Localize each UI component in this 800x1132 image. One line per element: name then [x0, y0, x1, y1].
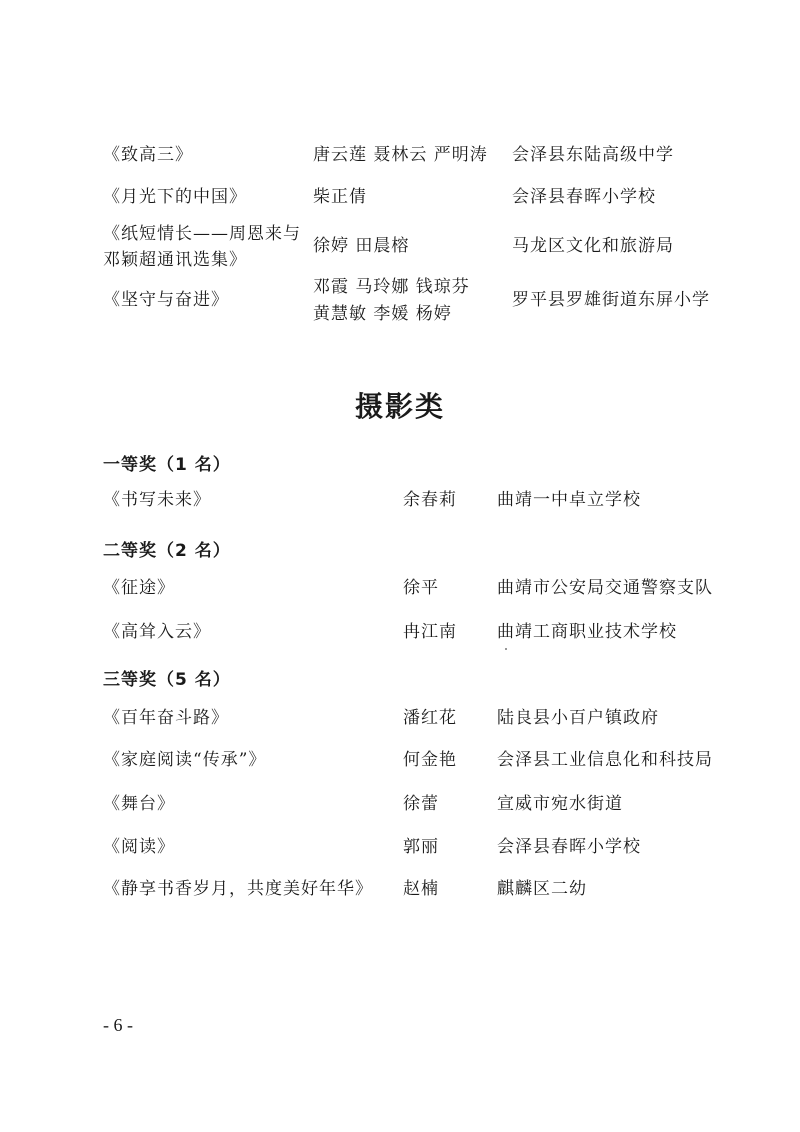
work-unit: 会泽县东陆高级中学 — [512, 145, 674, 165]
work-title: 《舞台》 — [103, 794, 175, 814]
work-authors-line-1: 邓霞 马玲娜 钱琼芬 — [313, 277, 470, 297]
work-unit: 会泽县春晖小学校 — [512, 187, 656, 207]
work-title: 《书写未来》 — [103, 490, 211, 510]
work-authors-line-2: 黄慧敏 李媛 杨婷 — [313, 304, 452, 324]
work-authors: 唐云莲 聂林云 严明涛 — [313, 145, 488, 165]
work-title: 《百年奋斗路》 — [103, 708, 229, 728]
work-title: 《高耸入云》 — [103, 622, 211, 642]
work-unit: 罗平县罗雄街道东屏小学 — [512, 290, 710, 310]
prize-heading-third: 三等奖（5 名） — [103, 670, 231, 690]
work-unit: 曲靖一中卓立学校 — [497, 490, 641, 510]
work-title: 《坚守与奋进》 — [103, 290, 229, 310]
work-title: 《征途》 — [103, 578, 175, 598]
work-author: 冉江南 — [403, 622, 457, 642]
work-author: 潘红花 — [403, 708, 457, 728]
work-title: 《静享书香岁月，共度美好年华》 — [103, 879, 373, 899]
scan-speck — [505, 648, 507, 650]
work-title: 《致高三》 — [103, 145, 193, 165]
work-unit: 曲靖工商职业技术学校 — [497, 622, 677, 642]
page-number: - 6 - — [103, 1015, 133, 1035]
work-author: 徐平 — [403, 578, 439, 598]
work-unit: 会泽县春晖小学校 — [497, 837, 641, 857]
section-title: 摄影类 — [354, 390, 445, 423]
work-title-line-1: 《纸短情长——周恩来与 — [103, 224, 301, 244]
work-unit: 麒麟区二幼 — [497, 879, 587, 899]
prize-heading-first: 一等奖（1 名） — [103, 455, 231, 475]
work-unit: 会泽县工业信息化和科技局 — [497, 750, 713, 770]
work-unit: 曲靖市公安局交通警察支队 — [497, 578, 713, 598]
work-author: 余春莉 — [403, 490, 457, 510]
work-author: 何金艳 — [403, 750, 457, 770]
work-authors: 徐婷 田晨榕 — [313, 236, 410, 256]
work-author: 徐蕾 — [403, 794, 439, 814]
work-title-line-2: 邓颖超通讯选集》 — [103, 250, 247, 270]
work-authors: 柴正倩 — [313, 187, 367, 207]
work-title: 《阅读》 — [103, 837, 175, 857]
prize-heading-second: 二等奖（2 名） — [103, 541, 231, 561]
work-title: 《月光下的中国》 — [103, 187, 247, 207]
work-title: 《家庭阅读“传承”》 — [103, 750, 267, 770]
work-author: 郭丽 — [403, 837, 439, 857]
work-author: 赵楠 — [403, 879, 439, 899]
work-unit: 马龙区文化和旅游局 — [512, 236, 674, 256]
work-unit: 宣威市宛水街道 — [497, 794, 623, 814]
work-unit: 陆良县小百户镇政府 — [497, 708, 659, 728]
